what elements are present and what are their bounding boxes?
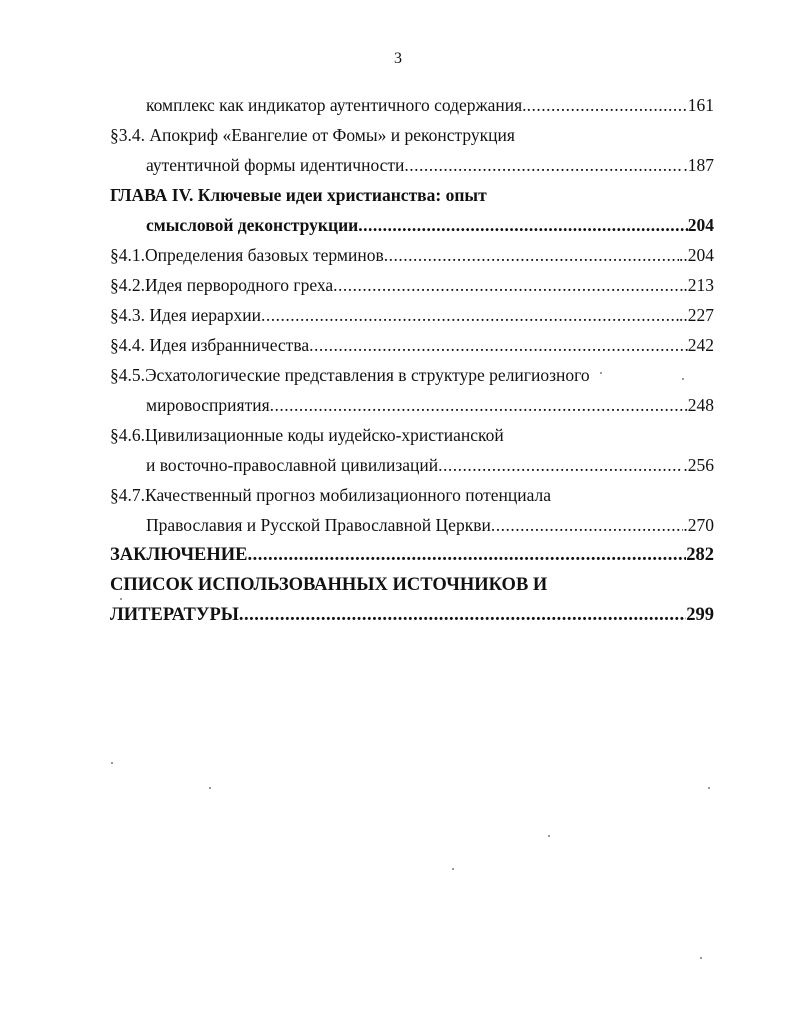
toc-entry-title: ЛИТЕРАТУРЫ <box>110 605 239 625</box>
toc-entry-page: 299 <box>686 605 714 625</box>
toc-entry <box>110 90 714 120</box>
scan-speck <box>209 787 211 789</box>
toc-entry-title: и восточно-православной цивилизаций <box>146 455 439 475</box>
toc-dot-leader <box>491 510 684 540</box>
toc-entry <box>110 600 714 630</box>
toc-entry-title: СПИСОК ИСПОЛЬЗОВАННЫХ ИСТОЧНИКОВ И <box>110 575 548 595</box>
toc-entry-title: §4.2.Идея первородного греха <box>110 275 334 295</box>
toc-entry-page: ..204 <box>679 245 714 265</box>
toc-dot-leader <box>404 150 683 180</box>
toc-entry-page: 204 <box>687 215 714 235</box>
toc-entry <box>110 120 714 150</box>
toc-entry <box>110 480 714 510</box>
toc-entry-page: 161 <box>687 95 714 115</box>
scan-speck <box>120 598 122 600</box>
page-number: 3 <box>394 50 402 67</box>
toc-entry <box>110 330 714 360</box>
toc-entry-title: §4.3. Идея иерархии <box>110 305 261 325</box>
toc-dot-leader <box>261 300 679 330</box>
toc-entry-title: §3.4. Апокриф «Евангелие от Фомы» и реконструкция <box>110 125 515 145</box>
toc-dot-leader <box>384 240 679 270</box>
toc-entry <box>110 150 714 180</box>
toc-entry <box>110 180 714 210</box>
toc-dot-leader <box>333 270 683 300</box>
toc-dot-leader <box>248 540 687 570</box>
scan-speck <box>708 787 710 789</box>
scan-speck <box>548 835 550 837</box>
toc-entry-title: смысловой деконструкции <box>146 215 359 235</box>
toc-entry-title: ЗАКЛЮЧЕНИЕ <box>110 545 248 565</box>
toc-entry <box>110 420 714 450</box>
toc-entry-title: §4.6.Цивилизационные коды иудейско-христианской <box>110 425 504 445</box>
scan-speck <box>111 762 113 764</box>
scan-speck <box>700 957 702 959</box>
toc-entry-page: 282 <box>686 545 714 565</box>
toc-dot-leader <box>239 600 686 630</box>
toc-entry <box>110 390 714 420</box>
toc-entry <box>110 450 714 480</box>
toc-entry-title: Православия и Русской Православной Церкви <box>146 515 491 535</box>
toc-dot-leader <box>438 450 683 480</box>
toc-entry-page: .213 <box>683 275 714 295</box>
toc-dot-leader <box>358 210 687 240</box>
toc-entry-title: мировосприятия <box>146 395 270 415</box>
toc-dot-leader <box>309 330 688 360</box>
toc-entry-title: ГЛАВА IV. Ключевые идеи христианства: опыт <box>110 185 487 205</box>
scan-speck <box>600 372 602 374</box>
toc-entry <box>110 360 714 390</box>
toc-entry-page: 242 <box>687 335 714 355</box>
toc-entry-title: аутентичной формы идентичности <box>146 155 405 175</box>
toc-entry-page: 248 <box>687 395 714 415</box>
toc-entry <box>110 270 714 300</box>
toc-entry-title: §4.4. Идея избранничества <box>110 335 310 355</box>
toc-entry-title: §4.7.Качественный прогноз мобилизационного потенциала <box>110 485 552 505</box>
toc-entry-title: комплекс как индикатор аутентичного содержания. <box>146 95 527 115</box>
toc-entry <box>110 540 714 570</box>
toc-dot-leader <box>270 390 688 420</box>
scan-speck <box>682 378 684 380</box>
toc-entry-title: §4.5.Эсхатологические представления в структуре религиозного <box>110 365 590 385</box>
toc-entry-page: .187 <box>683 155 714 175</box>
toc-entry <box>110 300 714 330</box>
toc-entry <box>110 510 714 540</box>
toc-entry <box>110 570 714 600</box>
toc-entry-page: .256 <box>683 455 714 475</box>
toc-entry-page: .270 <box>683 515 714 535</box>
toc-entry <box>110 240 714 270</box>
toc-entry <box>110 210 714 240</box>
table-of-contents <box>110 90 714 630</box>
scan-speck <box>452 868 454 870</box>
toc-entry-page: ..227 <box>679 305 714 325</box>
toc-entry-title: §4.1.Определения базовых терминов <box>110 245 384 265</box>
toc-dot-leader <box>527 90 688 120</box>
